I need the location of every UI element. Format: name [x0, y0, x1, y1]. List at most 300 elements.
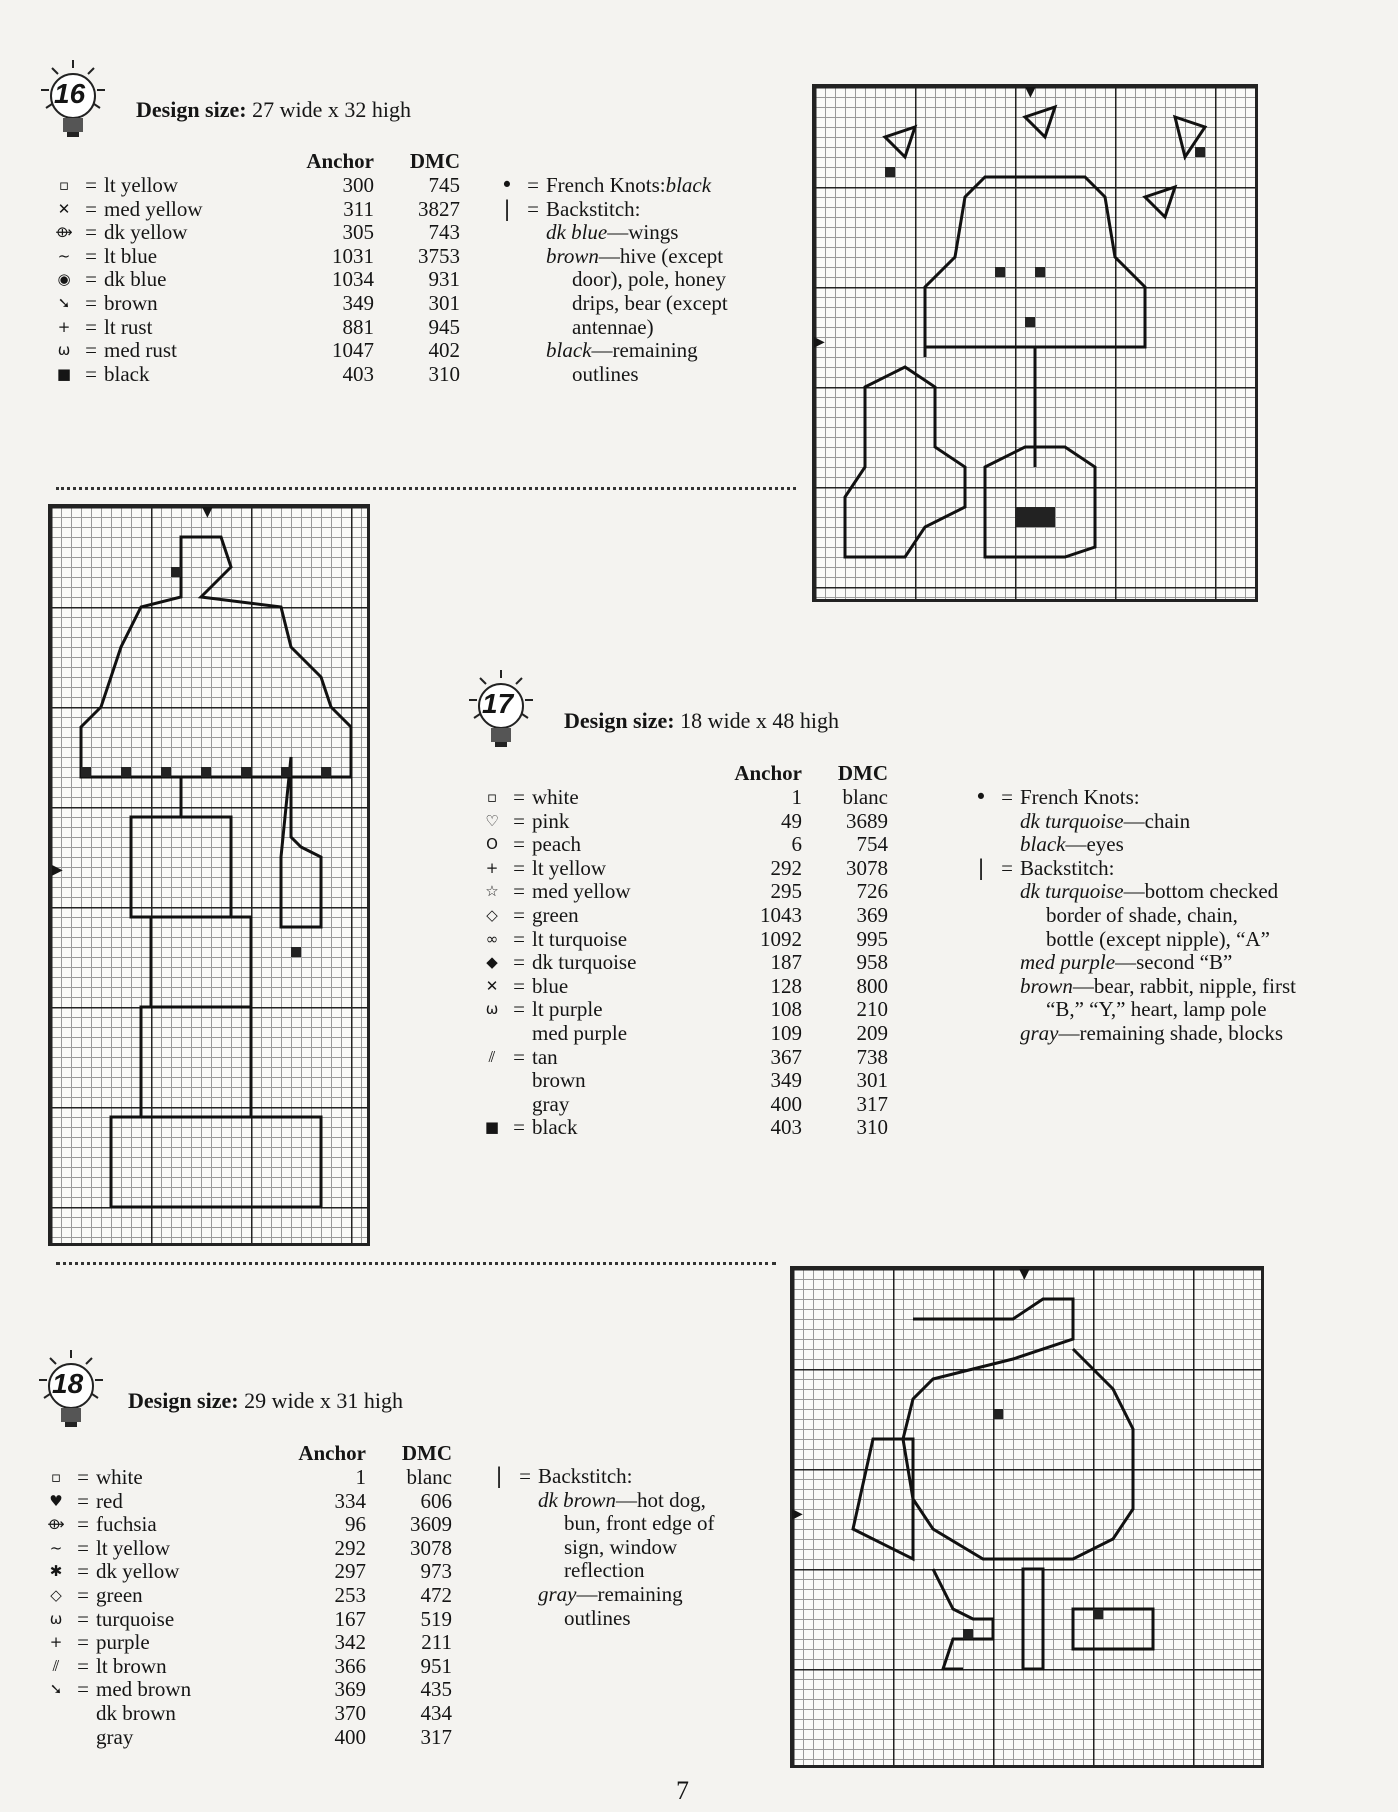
note-line — [494, 221, 728, 245]
anchor-number: 49 — [781, 808, 802, 833]
note-line — [968, 810, 1296, 834]
page-number: 7 — [676, 1776, 689, 1805]
thread-color: black — [546, 338, 592, 363]
color-key-row — [42, 1490, 452, 1514]
note-text: sign, window — [564, 1534, 678, 1559]
dmc-number: 754 — [856, 832, 888, 857]
symbol-icon: ∞ — [485, 929, 499, 948]
color-name: green — [96, 1582, 143, 1607]
color-name: fuchsia — [96, 1512, 157, 1537]
equals-sign: = — [513, 973, 525, 998]
color-name: black — [104, 361, 150, 386]
color-name: gray — [532, 1091, 570, 1116]
equals-sign: = — [513, 832, 525, 857]
color-name: tan — [532, 1044, 558, 1069]
color-key-row — [478, 810, 888, 834]
anchor-number: 96 — [345, 1512, 366, 1537]
symbol-icon: ♡ — [485, 811, 499, 830]
lightbulb-icon-16 — [38, 58, 108, 148]
note-line — [486, 1536, 714, 1560]
symbol-icon — [42, 1726, 70, 1750]
anchor-header: Anchor — [734, 760, 802, 785]
color-name: white — [96, 1465, 143, 1489]
color-name: med purple — [532, 1020, 628, 1045]
equals-sign: = — [77, 1512, 89, 1537]
color-key-row — [50, 363, 460, 387]
dmc-number: 310 — [856, 1115, 888, 1140]
anchor-number: 334 — [334, 1488, 366, 1513]
dmc-header: DMC — [409, 148, 460, 173]
anchor-number: 253 — [334, 1582, 366, 1607]
design-size-value: 27 wide x 32 high — [252, 97, 411, 122]
symbol-icon: ▫ — [486, 788, 498, 806]
color-key-row — [50, 339, 460, 363]
equals-sign: = — [85, 173, 97, 197]
symbol-icon: ~ — [57, 246, 71, 265]
anchor-number: 342 — [334, 1630, 366, 1655]
equals-sign: = — [77, 1606, 89, 1631]
section-divider — [56, 1262, 776, 1265]
color-key-row — [42, 1655, 452, 1679]
equals-sign: = — [513, 879, 525, 904]
anchor-number: 349 — [770, 1068, 802, 1093]
backstitch-icon: | — [495, 1464, 503, 1488]
color-key-row — [50, 221, 460, 245]
note-line — [486, 1512, 714, 1536]
french-knots-label: French Knots: — [1020, 785, 1140, 809]
equals-sign: = — [77, 1535, 89, 1560]
color-key-row — [478, 998, 888, 1022]
symbol-icon: ~ — [49, 1538, 63, 1557]
color-key-17 — [478, 760, 888, 1140]
color-key-row — [50, 316, 460, 340]
dmc-number: 800 — [856, 973, 888, 998]
center-arrow-icon: ▶ — [52, 862, 63, 878]
center-arrow-icon: ▼ — [1025, 84, 1036, 100]
equals-sign: = — [85, 338, 97, 363]
equals-sign — [506, 1022, 532, 1046]
equals-sign: = — [77, 1653, 89, 1678]
anchor-number: 367 — [770, 1044, 802, 1069]
design-size-value: 29 wide x 31 high — [244, 1388, 403, 1413]
anchor-number: 349 — [342, 290, 374, 315]
color-name: med yellow — [104, 196, 203, 221]
equals-sign: = — [513, 1044, 525, 1069]
design-number: 18 — [52, 1368, 84, 1399]
dmc-number: 301 — [428, 290, 460, 315]
symbol-icon: ◇ — [50, 1585, 62, 1604]
center-arrow-icon: ▼ — [1019, 1266, 1030, 1282]
note-text: door), pole, honey — [572, 267, 726, 292]
equals-sign: = — [77, 1582, 89, 1607]
note-text: —hive (except — [598, 243, 724, 268]
color-name: blue — [532, 973, 569, 998]
color-name: white — [532, 785, 579, 809]
anchor-number: 369 — [334, 1677, 366, 1702]
symbol-icon — [42, 1702, 70, 1726]
color-key-row — [42, 1584, 452, 1608]
dmc-number: 738 — [856, 1044, 888, 1069]
color-name: dk yellow — [96, 1559, 180, 1584]
note-text: outlines — [564, 1605, 631, 1630]
color-name: green — [532, 902, 579, 927]
stitch-notes-17: • = French Knots: dk turquoise—chain black—eyes | = Backstitch: dk turquoise—bottom checked border of shade, chain, bottle (except nipple), “A” med purple—second “B” brown—bear, rabbit, nipple, first “B,” “Y,” heart, lamp pole gray—remaining shade, blocks — [968, 786, 1296, 1046]
equals-sign — [506, 1069, 532, 1093]
lightbulb-icon-17 — [466, 668, 536, 758]
note-text: antennae) — [572, 314, 654, 339]
equals-sign: = — [513, 855, 525, 880]
dmc-number: 3689 — [846, 808, 888, 833]
symbol-icon: ☆ — [485, 882, 499, 901]
note-line — [494, 245, 728, 269]
color-name: turquoise — [96, 1606, 175, 1631]
dmc-number: 958 — [856, 950, 888, 975]
note-line — [486, 1583, 714, 1607]
symbol-icon: ■ — [56, 364, 72, 383]
color-name: lt yellow — [104, 173, 179, 197]
color-key-row — [478, 786, 888, 810]
dmc-number: blanc — [406, 1465, 452, 1489]
color-key-row — [42, 1678, 452, 1702]
color-key-row — [50, 174, 460, 198]
anchor-number: 1 — [355, 1465, 366, 1489]
note-text: —bear, rabbit, nipple, first — [1072, 973, 1297, 998]
color-key-row — [478, 880, 888, 904]
backstitch-icon: | — [977, 855, 985, 880]
symbol-icon: ω — [485, 1000, 499, 1019]
color-key-row — [478, 1116, 888, 1140]
anchor-number: 403 — [770, 1115, 802, 1140]
anchor-number: 297 — [334, 1559, 366, 1584]
anchor-number: 295 — [770, 879, 802, 904]
anchor-header: Anchor — [306, 148, 374, 173]
anchor-number: 1092 — [760, 926, 802, 951]
equals-sign: = — [513, 1115, 525, 1140]
dmc-number: 743 — [428, 220, 460, 245]
symbol-icon: ◆ — [486, 953, 498, 972]
thread-color: med purple — [1020, 950, 1116, 975]
equals-sign: = — [85, 267, 97, 292]
dmc-number: 434 — [420, 1700, 452, 1725]
thread-color: black — [1020, 832, 1066, 857]
note-line — [494, 292, 728, 316]
dmc-number: 3609 — [410, 1512, 452, 1537]
anchor-number: 370 — [334, 1700, 366, 1725]
note-text: —remaining — [591, 338, 698, 363]
symbol-icon: ⟴ — [55, 223, 73, 242]
color-name: lt yellow — [96, 1535, 171, 1560]
anchor-number: 1 — [791, 785, 802, 809]
note-text: —bottom checked — [1123, 879, 1279, 904]
symbol-icon: + — [57, 317, 71, 336]
symbol-icon: ω — [57, 341, 71, 360]
anchor-number: 1034 — [332, 267, 374, 292]
color-name: gray — [96, 1724, 134, 1749]
color-name: dk blue — [104, 267, 167, 292]
note-text: —chain — [1123, 808, 1191, 833]
symbol-icon: ♥ — [49, 1491, 63, 1510]
color-name: dk yellow — [104, 220, 188, 245]
french-knots-color: black — [665, 173, 712, 197]
note-line — [494, 363, 728, 387]
color-key-18 — [42, 1440, 452, 1749]
note-line — [486, 1489, 714, 1513]
dmc-number: 472 — [420, 1582, 452, 1607]
note-line — [968, 833, 1296, 857]
dmc-number: 317 — [420, 1724, 452, 1749]
equals-sign: = — [77, 1559, 89, 1584]
note-text: outlines — [572, 361, 639, 386]
color-name: dk turquoise — [532, 950, 637, 975]
symbol-icon: + — [485, 858, 499, 877]
color-key-row — [478, 951, 888, 975]
equals-sign: = — [77, 1630, 89, 1655]
note-text: —hot dog, — [615, 1487, 706, 1512]
equals-sign: = — [513, 997, 525, 1022]
note-text: bun, front edge of — [564, 1511, 715, 1536]
symbol-icon — [478, 1093, 506, 1117]
backstitch-label: Backstitch: — [1020, 855, 1115, 880]
symbol-icon: ⫽ — [488, 1047, 496, 1066]
dmc-number: 369 — [856, 902, 888, 927]
symbol-icon: O — [486, 835, 498, 854]
equals-sign — [70, 1702, 96, 1726]
symbol-icon: ⫽ — [52, 1656, 60, 1675]
symbol-icon: ■ — [484, 1118, 500, 1137]
symbol-icon: ω — [49, 1609, 63, 1628]
dmc-number: 301 — [856, 1068, 888, 1093]
color-name: pink — [532, 808, 570, 833]
color-key-row — [478, 1069, 888, 1093]
color-key-row — [42, 1513, 452, 1537]
note-line — [968, 1022, 1296, 1046]
design-size — [136, 97, 411, 123]
color-name: black — [532, 1115, 578, 1140]
center-arrow-icon: ▶ — [792, 1506, 803, 1522]
french-knot-icon: • — [974, 785, 988, 809]
equals-sign: = — [77, 1488, 89, 1513]
color-key-row — [478, 833, 888, 857]
backstitch-icon: | — [503, 196, 511, 221]
color-key-row — [478, 904, 888, 928]
dmc-number: 402 — [428, 338, 460, 363]
color-name: lt blue — [104, 243, 158, 268]
color-name: red — [96, 1488, 123, 1513]
symbol-icon: ◉ — [57, 270, 71, 289]
note-line — [494, 316, 728, 340]
note-line — [486, 1607, 714, 1631]
stitch-notes-16: • = French Knots: black | = Backstitch: dk blue—wings brown—hive (except door), pole, honey drips, bear (except antennae) black—remaining outlines — [494, 174, 728, 386]
anchor-number: 167 — [334, 1606, 366, 1631]
color-key-row — [42, 1608, 452, 1632]
dmc-number: 973 — [420, 1559, 452, 1584]
color-key-row — [42, 1702, 452, 1726]
note-text: —eyes — [1065, 832, 1124, 857]
dmc-number: 3078 — [846, 855, 888, 880]
equals-sign: = — [85, 314, 97, 339]
dmc-number: 951 — [420, 1653, 452, 1678]
design-number: 17 — [482, 688, 514, 719]
dmc-number: 209 — [856, 1020, 888, 1045]
thread-color: brown — [1020, 973, 1073, 998]
backstitch-label: Backstitch: — [538, 1464, 633, 1488]
anchor-number: 1047 — [332, 338, 374, 363]
anchor-number: 400 — [770, 1091, 802, 1116]
backstitch-label: Backstitch: — [546, 196, 641, 221]
thread-color: brown — [546, 243, 599, 268]
dmc-number: 995 — [856, 926, 888, 951]
anchor-number: 881 — [342, 314, 374, 339]
note-text: drips, bear (except — [572, 290, 728, 315]
equals-sign: = — [77, 1465, 89, 1489]
note-line — [968, 928, 1296, 952]
note-text: border of shade, chain, — [1046, 902, 1238, 927]
color-name: peach — [532, 832, 581, 857]
color-key-row — [42, 1726, 452, 1750]
color-name: dk brown — [96, 1700, 176, 1725]
symbol-icon: ✕ — [485, 976, 499, 995]
anchor-number: 403 — [342, 361, 374, 386]
anchor-number: 108 — [770, 997, 802, 1022]
dmc-number: blanc — [842, 785, 888, 809]
anchor-number: 305 — [342, 220, 374, 245]
note-line — [968, 975, 1296, 999]
color-key-row — [50, 245, 460, 269]
equals-sign: = — [85, 290, 97, 315]
dmc-number: 211 — [421, 1630, 452, 1655]
color-name: brown — [104, 290, 158, 315]
color-name: lt yellow — [532, 855, 607, 880]
symbol-icon: ✱ — [49, 1562, 63, 1581]
color-key-row — [42, 1466, 452, 1490]
color-key-16 — [50, 148, 460, 386]
anchor-number: 6 — [791, 832, 802, 857]
note-line — [968, 998, 1296, 1022]
thread-color: gray — [538, 1581, 577, 1606]
equals-sign: = — [513, 785, 525, 809]
thread-color: dk brown — [538, 1487, 616, 1512]
color-name: med brown — [96, 1677, 192, 1702]
color-key-row — [478, 928, 888, 952]
note-text: —remaining shade, blocks — [1058, 1020, 1284, 1045]
chart-design-16 — [812, 84, 1258, 602]
equals-sign: = — [85, 196, 97, 221]
color-key-row — [42, 1537, 452, 1561]
color-key-row — [478, 1022, 888, 1046]
color-name: lt purple — [532, 997, 603, 1022]
dmc-number: 945 — [428, 314, 460, 339]
design-size — [564, 708, 839, 734]
anchor-number: 300 — [342, 173, 374, 197]
dmc-number: 519 — [420, 1606, 452, 1631]
color-key-row — [478, 975, 888, 999]
center-arrow-icon: ▼ — [202, 504, 213, 520]
chart-design-17 — [48, 504, 370, 1246]
equals-sign: = — [77, 1677, 89, 1702]
equals-sign: = — [513, 808, 525, 833]
dmc-number: 3827 — [418, 196, 460, 221]
anchor-number: 128 — [770, 973, 802, 998]
note-line — [494, 339, 728, 363]
symbol-icon — [478, 1069, 506, 1093]
equals-sign: = — [85, 220, 97, 245]
equals-sign: = — [513, 950, 525, 975]
thread-color: gray — [1020, 1020, 1059, 1045]
chart-design-18 — [790, 1266, 1264, 1768]
design-size-value: 18 wide x 48 high — [680, 708, 839, 733]
anchor-header: Anchor — [298, 1440, 366, 1465]
note-line — [968, 880, 1296, 904]
dmc-number: 3753 — [418, 243, 460, 268]
color-key-row — [50, 198, 460, 222]
note-line — [968, 951, 1296, 975]
dmc-number: 210 — [856, 997, 888, 1022]
anchor-number: 292 — [334, 1535, 366, 1560]
color-key-row — [42, 1631, 452, 1655]
design-size-label: Design size: — [136, 97, 247, 122]
note-text: “B,” “Y,” heart, lamp pole — [1046, 997, 1267, 1022]
dmc-number: 606 — [420, 1488, 452, 1513]
thread-color: dk turquoise — [1020, 808, 1124, 833]
dmc-number: 931 — [428, 267, 460, 292]
center-arrow-icon: ▶ — [814, 334, 825, 350]
color-name: med yellow — [532, 879, 631, 904]
dmc-number: 317 — [856, 1091, 888, 1116]
color-key-row — [478, 1046, 888, 1070]
equals-sign: = — [85, 361, 97, 386]
french-knots-label: French Knots: — [546, 173, 666, 197]
color-key-row — [50, 292, 460, 316]
dmc-header: DMC — [401, 1440, 452, 1465]
anchor-number: 1043 — [760, 902, 802, 927]
symbol-icon: ⟴ — [47, 1515, 65, 1534]
thread-color: dk turquoise — [1020, 879, 1124, 904]
anchor-number: 400 — [334, 1724, 366, 1749]
color-key-row — [478, 1093, 888, 1117]
dmc-number: 745 — [428, 173, 460, 197]
dmc-number: 726 — [856, 879, 888, 904]
note-line — [968, 904, 1296, 928]
design-size-label: Design size: — [564, 708, 675, 733]
anchor-number: 109 — [770, 1020, 802, 1045]
design-size-label: Design size: — [128, 1388, 239, 1413]
color-name: lt rust — [104, 314, 153, 339]
color-key-row — [50, 268, 460, 292]
note-text: —wings — [607, 220, 679, 245]
note-text: —second “B” — [1115, 950, 1233, 975]
symbol-icon: ✕ — [57, 199, 71, 218]
note-line — [494, 268, 728, 292]
note-line — [486, 1559, 714, 1583]
dmc-number: 435 — [420, 1677, 452, 1702]
dmc-number: 3078 — [410, 1535, 452, 1560]
equals-sign: = — [85, 243, 97, 268]
design-number: 16 — [54, 78, 86, 109]
symbol-icon: + — [49, 1633, 63, 1652]
section-divider — [56, 487, 796, 490]
symbol-icon: ◇ — [486, 905, 498, 924]
note-text: reflection — [564, 1558, 645, 1583]
symbol-icon: ➘ — [49, 1680, 63, 1699]
anchor-number: 292 — [770, 855, 802, 880]
equals-sign: = — [513, 902, 525, 927]
equals-sign — [70, 1726, 96, 1750]
color-name: brown — [532, 1068, 586, 1093]
french-knot-icon: • — [500, 173, 514, 197]
anchor-number: 187 — [770, 950, 802, 975]
symbol-icon: ➘ — [57, 293, 71, 312]
anchor-number: 1031 — [332, 243, 374, 268]
